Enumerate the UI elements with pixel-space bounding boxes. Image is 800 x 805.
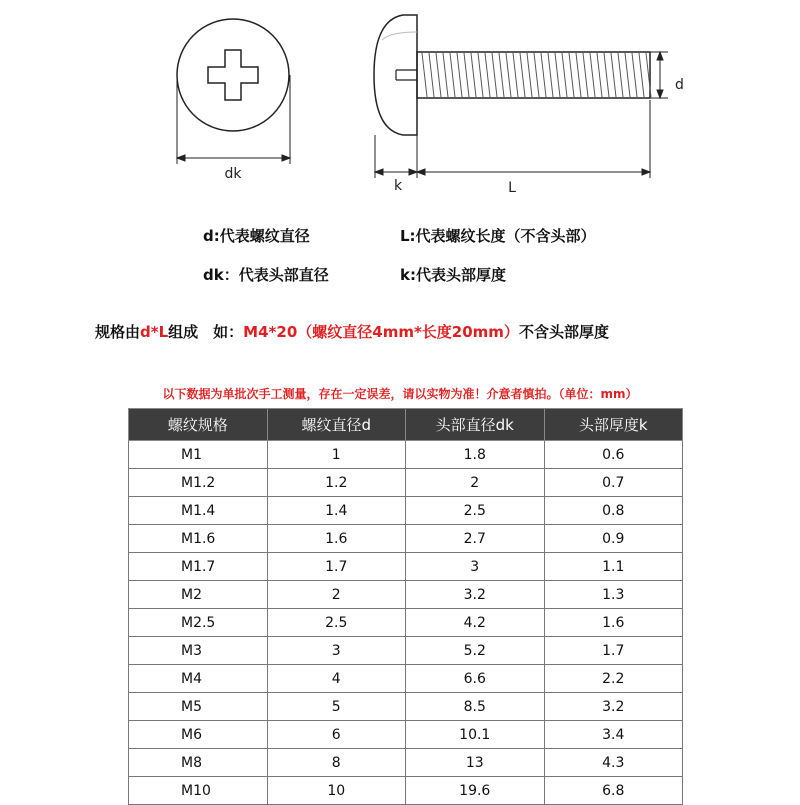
legend-d: d:代表螺纹直径 xyxy=(203,227,310,245)
spec-table xyxy=(128,408,683,805)
cell-thread-diameter: 8 xyxy=(267,749,406,777)
cell-thread-diameter: 3 xyxy=(267,637,406,665)
legend-dk: dk：代表头部直径 xyxy=(203,266,329,284)
cell-spec: M4 xyxy=(129,665,268,693)
header-head-thickness: 头部厚度k xyxy=(544,409,683,441)
cell-head-thickness: 1.6 xyxy=(544,609,683,637)
table-row xyxy=(129,721,683,749)
cell-head-diameter: 3 xyxy=(406,553,545,581)
dk-dimension xyxy=(177,75,290,164)
spec-example: M4*20（螺纹直径4mm*长度20mm） xyxy=(243,323,519,341)
cell-head-diameter: 1.8 xyxy=(406,441,545,469)
L-label: L xyxy=(508,180,516,196)
spec-suffix: 不含头部厚度 xyxy=(518,323,609,341)
table-row xyxy=(129,525,683,553)
cell-spec: M3 xyxy=(129,637,268,665)
cell-thread-diameter: 1.2 xyxy=(267,469,406,497)
cell-head-diameter: 19.6 xyxy=(406,777,545,805)
table-row xyxy=(129,749,683,777)
cell-thread-diameter: 4 xyxy=(267,665,406,693)
spec-format: d*L xyxy=(140,323,169,341)
cell-head-diameter: 4.2 xyxy=(406,609,545,637)
cell-spec: M2 xyxy=(129,581,268,609)
table-row xyxy=(129,609,683,637)
cell-thread-diameter: 1 xyxy=(267,441,406,469)
cell-thread-diameter: 1.7 xyxy=(267,553,406,581)
table-row xyxy=(129,777,683,805)
cell-head-thickness: 4.3 xyxy=(544,749,683,777)
header-spec: 螺纹规格 xyxy=(129,409,268,441)
cell-head-thickness: 1.3 xyxy=(544,581,683,609)
cell-head-thickness: 6.8 xyxy=(544,777,683,805)
cell-head-thickness: 3.2 xyxy=(544,693,683,721)
cell-thread-diameter: 2 xyxy=(267,581,406,609)
cell-head-diameter: 2 xyxy=(406,469,545,497)
table-row xyxy=(129,665,683,693)
measurement-note: 以下数据为单批次手工测量，存在一定误差，请以实物为准！介意者慎拍。（单位：mm） xyxy=(162,387,638,401)
k-label: k xyxy=(393,178,403,194)
cell-head-diameter: 6.6 xyxy=(406,665,545,693)
spec-connector: 组成 如： xyxy=(168,323,244,341)
legend-k: k:代表头部厚度 xyxy=(400,266,506,284)
screw-side-view xyxy=(374,15,651,135)
cell-head-diameter: 8.5 xyxy=(406,693,545,721)
cell-head-thickness: 1.1 xyxy=(544,553,683,581)
table-header-row xyxy=(129,409,683,441)
d-dimension xyxy=(650,52,668,98)
table-row xyxy=(129,469,683,497)
cell-head-diameter: 2.7 xyxy=(406,525,545,553)
dk-label: dk xyxy=(224,166,242,182)
cell-head-thickness: 2.2 xyxy=(544,665,683,693)
cell-head-diameter: 13 xyxy=(406,749,545,777)
cell-spec: M1.2 xyxy=(129,469,268,497)
cell-head-diameter: 3.2 xyxy=(406,581,545,609)
table-row xyxy=(129,497,683,525)
cell-spec: M1.6 xyxy=(129,525,268,553)
spec-prefix: 规格由 xyxy=(95,323,141,341)
table-row xyxy=(129,581,683,609)
header-head-diameter: 头部直径dk xyxy=(406,409,545,441)
cell-head-diameter: 2.5 xyxy=(406,497,545,525)
cell-head-thickness: 0.6 xyxy=(544,441,683,469)
table-row xyxy=(129,441,683,469)
cell-spec: M6 xyxy=(129,721,268,749)
table-row xyxy=(129,693,683,721)
screw-diagram xyxy=(0,0,800,210)
cell-thread-diameter: 10 xyxy=(267,777,406,805)
cell-thread-diameter: 5 xyxy=(267,693,406,721)
header-thread-diameter: 螺纹直径d xyxy=(267,409,406,441)
cell-spec: M1.7 xyxy=(129,553,268,581)
cell-head-diameter: 5.2 xyxy=(406,637,545,665)
table-row xyxy=(129,637,683,665)
cell-head-thickness: 0.7 xyxy=(544,469,683,497)
cell-head-thickness: 0.9 xyxy=(544,525,683,553)
cell-head-thickness: 3.4 xyxy=(544,721,683,749)
legend-L: L:代表螺纹长度（不含头部） xyxy=(400,227,596,245)
spec-description xyxy=(95,321,609,342)
cell-spec: M2.5 xyxy=(129,609,268,637)
cell-head-diameter: 10.1 xyxy=(406,721,545,749)
cell-head-thickness: 0.8 xyxy=(544,497,683,525)
cell-spec: M1 xyxy=(129,441,268,469)
cell-spec: M5 xyxy=(129,693,268,721)
cell-spec: M10 xyxy=(129,777,268,805)
cell-thread-diameter: 1.4 xyxy=(267,497,406,525)
d-label: d xyxy=(675,77,684,93)
cell-spec: M8 xyxy=(129,749,268,777)
cell-thread-diameter: 6 xyxy=(267,721,406,749)
cell-head-thickness: 1.7 xyxy=(544,637,683,665)
cell-thread-diameter: 1.6 xyxy=(267,525,406,553)
screw-head-top-view xyxy=(177,19,289,131)
cell-thread-diameter: 2.5 xyxy=(267,609,406,637)
table-row xyxy=(129,553,683,581)
cell-spec: M1.4 xyxy=(129,497,268,525)
